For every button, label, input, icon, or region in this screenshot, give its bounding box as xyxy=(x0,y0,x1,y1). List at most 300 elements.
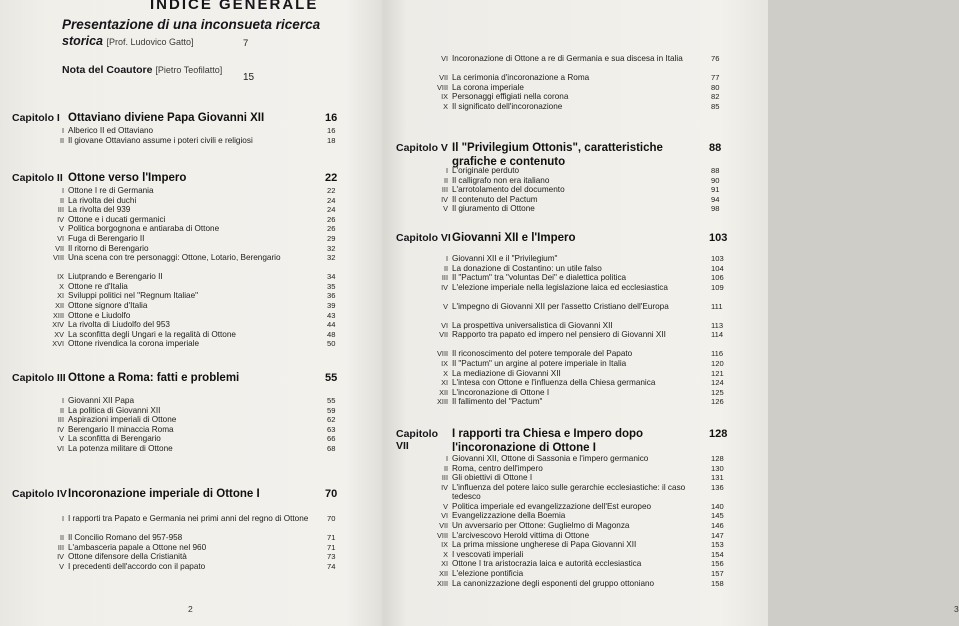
section-number: II xyxy=(443,175,448,185)
toc-row xyxy=(384,176,768,186)
section-title: L'ambasceria papale a Ottone nel 960 xyxy=(68,542,207,552)
section-title: Ottone I re di Germania xyxy=(68,186,154,195)
section-number: XI xyxy=(57,291,64,301)
section-number: VII xyxy=(439,73,448,82)
section-page: 34 xyxy=(327,272,336,282)
section-number: XII xyxy=(55,300,64,310)
section-page: 126 xyxy=(711,397,724,407)
toc-row xyxy=(0,126,384,136)
chapter-sections xyxy=(0,126,384,145)
section-title: Fuga di Berengario II xyxy=(68,233,145,243)
section-title: La donazione di Costantino: un utile falso xyxy=(452,263,602,273)
section-page: 26 xyxy=(327,224,336,234)
toc-row xyxy=(384,531,768,541)
section-page: 125 xyxy=(711,387,724,397)
toc-row xyxy=(384,204,768,214)
toc-row xyxy=(384,473,768,483)
toc-row xyxy=(0,253,384,272)
chapter-sections xyxy=(0,514,384,571)
toc-row xyxy=(384,283,768,302)
section-number: XII xyxy=(439,568,448,578)
section-title: L'elezione pontificia xyxy=(452,568,524,578)
section-number: X xyxy=(443,549,448,559)
chapter-title: Giovanni XII e l'Impero xyxy=(452,232,576,244)
section-page: 39 xyxy=(327,300,336,310)
chapter-sections xyxy=(384,454,768,588)
section-page: 157 xyxy=(711,568,724,578)
chapter-page: 55 xyxy=(325,372,338,384)
section-number: II xyxy=(59,405,64,415)
section-page: 90 xyxy=(711,175,720,185)
section-number: III xyxy=(441,185,448,195)
toc-row xyxy=(384,550,768,560)
section-title: Sviluppi politici nel "Regnum Italiae" xyxy=(68,291,199,301)
section-title: La politica di Giovanni XII xyxy=(68,405,161,415)
toc-row xyxy=(384,102,768,112)
presentation-author: [Prof. Ludovico Gatto] xyxy=(106,37,194,48)
section-number: III xyxy=(441,473,448,483)
section-title: Il giovane Ottaviano assume i poteri civili e religiosi xyxy=(68,135,253,145)
toc-row xyxy=(384,540,768,550)
section-number: VI xyxy=(441,320,448,330)
toc-row xyxy=(0,444,384,454)
section-page: 131 xyxy=(711,473,724,483)
section-title: I vescovati imperiali xyxy=(452,549,524,559)
section-title: La mediazione di Giovanni XII xyxy=(452,368,561,378)
section-page: 136 xyxy=(711,482,724,492)
toc-row xyxy=(384,359,768,369)
section-number: VIII xyxy=(437,349,448,359)
section-page: 103 xyxy=(711,254,724,263)
section-number: X xyxy=(443,101,448,111)
section-title: L'influenza del potere laico sulle gerarchie ecclesiastiche: il caso tedesco xyxy=(452,482,686,502)
toc-row xyxy=(384,502,768,512)
chapter-title: Ottone a Roma: fatti e problemi xyxy=(68,372,240,384)
toc-row xyxy=(0,311,384,321)
section-page: 74 xyxy=(327,561,336,571)
section-page: 145 xyxy=(711,511,724,521)
section-page: 29 xyxy=(327,233,336,243)
section-number: XII xyxy=(439,387,448,397)
section-number: X xyxy=(443,368,448,378)
section-number: II xyxy=(443,463,448,473)
toc-row xyxy=(0,320,384,330)
section-title: Il fallimento del "Pactum" xyxy=(452,397,543,407)
toc-row xyxy=(384,254,768,264)
section-title: Politica imperiale ed evangelizzazione dell'Est europeo xyxy=(452,501,652,511)
section-page: 124 xyxy=(711,378,724,388)
section-title: La cerimonia d'incoronazione a Roma xyxy=(452,73,590,82)
coauthor-note xyxy=(62,64,222,76)
section-page: 85 xyxy=(711,101,720,111)
section-page: 63 xyxy=(327,424,336,434)
toc-row xyxy=(0,533,384,543)
toc-row xyxy=(384,166,768,176)
section-page: 146 xyxy=(711,520,724,530)
chapter-title: Ottone verso l'Impero xyxy=(68,172,187,184)
section-title: Il "Pactum" tra "voluntas Dei" e dialettica politica xyxy=(452,273,627,283)
section-title: Il calligrafo non era italiano xyxy=(452,175,550,185)
section-page: 76 xyxy=(711,54,720,63)
section-page: 94 xyxy=(711,194,720,204)
section-title: Incoronazione di Ottone a re di Germania e sua discesa in Italia xyxy=(452,54,683,63)
toc-row xyxy=(0,434,384,444)
section-page: 77 xyxy=(711,73,720,82)
chapter-label: Capitolo V xyxy=(396,142,448,154)
section-title: Ottone re d'Italia xyxy=(68,281,128,291)
toc-row xyxy=(0,562,384,572)
toc-row xyxy=(384,273,768,283)
front-matter xyxy=(62,16,362,76)
section-number: XIII xyxy=(437,578,448,588)
section-title: L'intesa con Ottone e l'influenza della Chiesa germanica xyxy=(452,378,656,388)
section-number: V xyxy=(59,561,64,571)
toc-row xyxy=(384,483,768,502)
toc-row xyxy=(0,291,384,301)
section-page: 32 xyxy=(327,253,336,263)
section-page: 111 xyxy=(711,301,723,311)
toc-row xyxy=(384,369,768,379)
page-folio-right: 3 xyxy=(954,604,959,614)
section-number: VI xyxy=(57,443,64,453)
section-number: V xyxy=(59,434,64,444)
section-title: Il giuramento di Ottone xyxy=(452,204,535,214)
left-page xyxy=(0,0,384,626)
toc-row xyxy=(384,264,768,274)
chapter-sections xyxy=(0,186,384,349)
chapter-label: Capitolo IV xyxy=(12,488,67,500)
section-title: Aspirazioni imperiali di Ottone xyxy=(68,415,177,425)
section-page: 70 xyxy=(327,514,336,523)
toc-row xyxy=(384,92,768,102)
section-number: V xyxy=(443,501,448,511)
toc-row xyxy=(0,196,384,206)
section-title: Roma, centro dell'impero xyxy=(452,463,543,473)
section-page: 156 xyxy=(711,559,724,569)
toc-row xyxy=(0,234,384,244)
section-number: VII xyxy=(55,243,64,253)
section-title: Ottone e i ducati germanici xyxy=(68,214,166,224)
note-page-number: 15 xyxy=(243,72,255,83)
coauthor-note-author: [Pietro Teofilatto] xyxy=(155,65,223,75)
section-number: I xyxy=(61,396,64,405)
section-page: 113 xyxy=(711,320,724,330)
section-page: 91 xyxy=(711,185,720,195)
section-number: II xyxy=(59,533,64,542)
section-number: II xyxy=(59,195,64,205)
section-page: 24 xyxy=(327,195,336,205)
toc-row xyxy=(384,185,768,195)
section-page: 120 xyxy=(711,358,724,368)
section-title: La rivolta del 939 xyxy=(68,205,131,215)
toc-row xyxy=(0,406,384,416)
section-number: XI xyxy=(441,559,448,569)
toc-row xyxy=(0,396,384,406)
toc-row xyxy=(384,397,768,407)
toc-row xyxy=(384,511,768,521)
section-title: L'originale perduto xyxy=(452,166,520,175)
section-page: 154 xyxy=(711,549,724,559)
section-title: La prospettiva universalistica di Giovanni XII xyxy=(452,320,613,330)
section-page: 140 xyxy=(711,501,724,511)
chapter-page: 88 xyxy=(709,142,722,154)
section-number: I xyxy=(445,166,448,175)
section-number: IX xyxy=(441,540,448,550)
section-page: 62 xyxy=(327,415,336,425)
section-title: Gli obiettivi di Ottone I xyxy=(452,473,533,483)
section-number: IV xyxy=(441,282,448,292)
section-page: 88 xyxy=(711,166,720,175)
section-title: Rapporto tra papato ed impero nel pensiero di Giovanni XII xyxy=(452,330,666,340)
section-number: VIII xyxy=(53,253,64,263)
toc-row xyxy=(384,54,768,73)
toc-row xyxy=(0,415,384,425)
section-number: III xyxy=(57,542,64,552)
section-number: XVI xyxy=(52,339,64,349)
section-number: IV xyxy=(57,424,64,434)
section-page: 109 xyxy=(711,282,724,292)
toc-row xyxy=(384,454,768,464)
section-page: 68 xyxy=(327,443,336,453)
presentation-page-number: 7 xyxy=(243,38,249,49)
section-page: 26 xyxy=(327,214,336,224)
toc-row xyxy=(0,330,384,340)
section-title: La prima missione ungherese di Papa Giovanni XII xyxy=(452,540,637,550)
toc-row xyxy=(0,215,384,225)
chapter-label: Capitolo VI xyxy=(396,232,451,244)
chapter-page: 16 xyxy=(325,112,338,124)
section-page: 121 xyxy=(711,368,724,378)
section-page: 22 xyxy=(327,186,336,195)
section-page: 32 xyxy=(327,243,336,253)
toc-row xyxy=(384,302,768,321)
section-page: 82 xyxy=(711,92,720,102)
page-folio-left: 2 xyxy=(188,604,193,614)
section-title: L'arrotolamento del documento xyxy=(452,185,565,195)
section-title: La sconfitta degli Ungari e la regalità di Ottone xyxy=(68,329,236,339)
toc-row xyxy=(384,321,768,331)
section-title: Il Concilio Romano del 957-958 xyxy=(68,533,183,542)
section-number: II xyxy=(59,135,64,145)
right-page xyxy=(384,0,959,626)
section-title: Alberico II ed Ottaviano xyxy=(68,126,154,135)
section-page: 66 xyxy=(327,434,336,444)
chapter-label: Capitolo VII xyxy=(396,428,438,453)
section-page: 114 xyxy=(711,330,724,340)
section-number: IV xyxy=(441,194,448,204)
section-page: 59 xyxy=(327,405,336,415)
section-number: XIII xyxy=(53,310,64,320)
toc-row xyxy=(0,244,384,254)
chapter-title: I rapporti tra Chiesa e Impero dopo l'incoronazione di Ottone I xyxy=(452,428,644,454)
chapter-sections xyxy=(0,396,384,454)
chapter-label: Capitolo I xyxy=(12,112,60,124)
presentation-line-1: Presentazione di una inconsueta ricerca xyxy=(62,17,321,32)
toc-row xyxy=(384,330,768,349)
chapter-page: 70 xyxy=(325,488,338,500)
section-number: VIII xyxy=(437,82,448,92)
section-number: VI xyxy=(441,54,448,63)
section-title: Ottone signore d'Italia xyxy=(68,300,148,310)
chapter-page: 103 xyxy=(709,232,728,244)
section-title: L'impegno di Giovanni XII per l'assetto Cristiano dell'Europa xyxy=(452,301,669,311)
chapter-title: Incoronazione imperiale di Ottone I xyxy=(68,488,260,500)
section-number: IX xyxy=(57,272,64,282)
section-title: La rivolta di Liudolfo del 953 xyxy=(68,320,170,330)
section-number: II xyxy=(443,263,448,273)
section-number: VI xyxy=(57,233,64,243)
section-number: XIII xyxy=(437,397,448,407)
chapter-page: 22 xyxy=(325,172,338,184)
toc-row xyxy=(384,195,768,205)
section-title: L'elezione imperiale nella legislazione laica ed ecclesiastica xyxy=(452,282,668,292)
section-number: IV xyxy=(57,214,64,224)
section-number: V xyxy=(443,301,448,311)
section-page: 18 xyxy=(327,135,336,145)
toc-row xyxy=(0,514,384,533)
section-page: 55 xyxy=(327,396,336,405)
section-number: III xyxy=(441,273,448,283)
chapter-sections xyxy=(384,166,768,214)
section-number: XV xyxy=(54,329,64,339)
toc-row xyxy=(0,339,384,349)
section-title: La canonizzazione degli esponenti del gruppo ottoniano xyxy=(452,578,655,588)
toc-row xyxy=(0,224,384,234)
section-title: L'incoronazione di Ottone I xyxy=(452,387,550,397)
section-number: I xyxy=(61,514,64,523)
toc-row xyxy=(384,73,768,83)
section-page: 16 xyxy=(327,126,336,135)
section-title: Giovanni XII Papa xyxy=(68,396,134,405)
section-page: 48 xyxy=(327,329,336,339)
section-title: Il contenuto del Pactum xyxy=(452,194,538,204)
section-number: III xyxy=(57,415,64,425)
section-title: La potenza militare di Ottone xyxy=(68,443,173,453)
section-number: IV xyxy=(441,482,448,492)
section-title: Il significato dell'incoronazione xyxy=(452,101,563,111)
section-title: La sconfitta di Berengario xyxy=(68,434,161,444)
section-title: Giovanni XII e il "Privilegium" xyxy=(452,254,558,263)
section-number: VI xyxy=(441,511,448,521)
section-page: 98 xyxy=(711,204,720,214)
chapter-sections xyxy=(384,254,768,407)
section-number: XI xyxy=(441,378,448,388)
toc-row xyxy=(0,205,384,215)
section-number: V xyxy=(443,204,448,214)
toc-row xyxy=(384,378,768,388)
section-number: VII xyxy=(439,330,448,340)
chapter-label: Capitolo III xyxy=(12,372,66,384)
section-page: 71 xyxy=(327,542,336,552)
section-page: 36 xyxy=(327,291,336,301)
presentation-line-2-text: storica xyxy=(62,34,103,49)
toc-row xyxy=(384,464,768,474)
toc-row xyxy=(0,282,384,292)
chapter-sections xyxy=(384,54,768,111)
section-title: Il riconoscimento del potere temporale del Papato xyxy=(452,349,633,359)
section-title: Una scena con tre personaggi: Ottone, Lotario, Berengario xyxy=(68,253,281,263)
section-title: Ottone e Liudolfo xyxy=(68,310,131,320)
chapter-title: Ottaviano diviene Papa Giovanni XII xyxy=(68,112,265,124)
section-page: 130 xyxy=(711,463,724,473)
section-number: VII xyxy=(439,520,448,530)
section-title: Il ritorno di Berengario xyxy=(68,243,149,253)
chapter-title: Il "Privilegium Ottonis", caratteristiche grafiche e contenuto xyxy=(452,142,663,168)
index-title: INDICE GENERALE xyxy=(150,0,319,13)
section-number: VIII xyxy=(437,530,448,540)
section-page: 116 xyxy=(711,349,724,359)
section-page: 35 xyxy=(327,281,336,291)
toc-row xyxy=(384,579,768,589)
section-number: IV xyxy=(57,552,64,562)
chapter-label: Capitolo II xyxy=(12,172,63,184)
presentation-line-2 xyxy=(62,34,362,48)
section-page: 106 xyxy=(711,273,724,283)
section-page: 153 xyxy=(711,540,724,550)
section-title: Ottone difensore della Cristianità xyxy=(68,552,187,562)
toc-row xyxy=(0,552,384,562)
toc-row xyxy=(384,83,768,93)
section-title: Un avversario per Ottone: Guglielmo di Magonza xyxy=(452,520,630,530)
section-title: I rapporti tra Papato e Germania nei primi anni del regno di Ottone xyxy=(68,514,309,523)
section-page: 71 xyxy=(327,533,336,542)
section-page: 128 xyxy=(711,454,724,463)
toc-row xyxy=(0,301,384,311)
section-number: IX xyxy=(441,358,448,368)
section-title: Giovanni XII, Ottone di Sassonia e l'impero germanico xyxy=(452,454,649,463)
section-title: I precedenti dell'accordo con il papato xyxy=(68,561,206,571)
section-title: Liutprando e Berengario II xyxy=(68,272,163,282)
toc-row xyxy=(384,569,768,579)
section-title: La rivolta dei duchi xyxy=(68,195,137,205)
toc-row xyxy=(0,272,384,282)
section-title: Ottone I tra aristocrazia laica e autorità ecclesiastica xyxy=(452,559,642,569)
section-number: IX xyxy=(441,92,448,102)
section-title: Personaggi effigiati nella corona xyxy=(452,92,569,102)
section-page: 80 xyxy=(711,82,720,92)
section-title: Politica borgognona e antiaraba di Ottone xyxy=(68,224,220,234)
toc-row xyxy=(384,521,768,531)
section-page: 43 xyxy=(327,310,336,320)
section-page: 158 xyxy=(711,578,724,588)
section-page: 104 xyxy=(711,263,724,273)
section-page: 24 xyxy=(327,205,336,215)
section-number: X xyxy=(59,281,64,291)
section-title: La corona imperiale xyxy=(452,82,524,92)
toc-row xyxy=(0,425,384,435)
section-title: Berengario II minaccia Roma xyxy=(68,424,174,434)
section-title: Ottone rivendica la corona imperiale xyxy=(68,339,200,349)
section-title: Evangelizzazione della Boemia xyxy=(452,511,566,521)
toc-row xyxy=(384,388,768,398)
section-title: L'arcivescovo Herold vittima di Ottone xyxy=(452,530,590,540)
toc-row xyxy=(0,543,384,553)
section-number: XIV xyxy=(52,320,64,330)
section-page: 147 xyxy=(711,530,724,540)
toc-row xyxy=(384,349,768,359)
toc-row xyxy=(0,136,384,146)
section-number: I xyxy=(445,254,448,263)
section-title: Il "Pactum" un argine al potere imperiale in Italia xyxy=(452,358,627,368)
section-number: V xyxy=(59,224,64,234)
toc-row xyxy=(384,559,768,569)
section-number: III xyxy=(57,205,64,215)
section-page: 44 xyxy=(327,320,336,330)
section-page: 73 xyxy=(327,552,336,562)
coauthor-note-title: Nota del Coautore xyxy=(62,64,153,76)
section-number: I xyxy=(61,186,64,195)
section-number: I xyxy=(445,454,448,463)
